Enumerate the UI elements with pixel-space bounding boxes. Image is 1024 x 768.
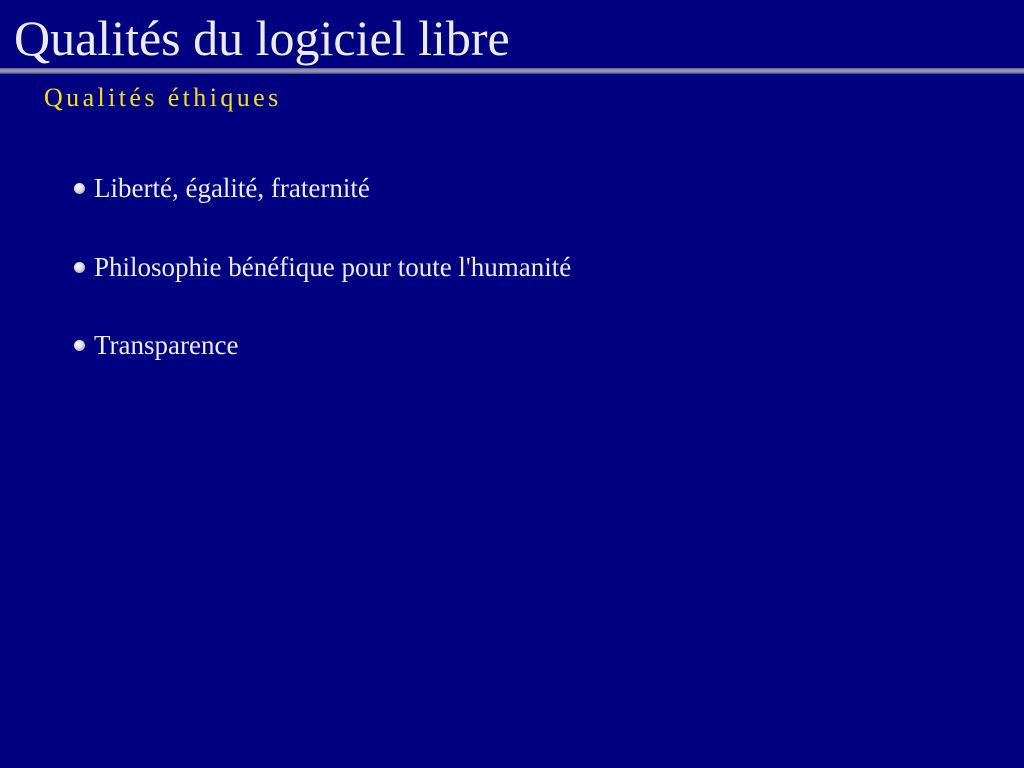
slide-subtitle: Qualités éthiques — [44, 83, 282, 112]
bullet-dot-icon — [74, 262, 85, 273]
bullet-text: Liberté, égalité, fraternité — [94, 173, 370, 203]
slide-title: Qualités du logiciel libre — [14, 10, 510, 66]
bullet-text: Philosophie bénéfique pour toute l'humanité — [94, 252, 572, 282]
bullet-dot-icon — [74, 183, 85, 194]
title-divider — [0, 68, 1024, 74]
bullet-text: Transparence — [94, 330, 239, 360]
bullet-dot-icon — [74, 340, 85, 351]
